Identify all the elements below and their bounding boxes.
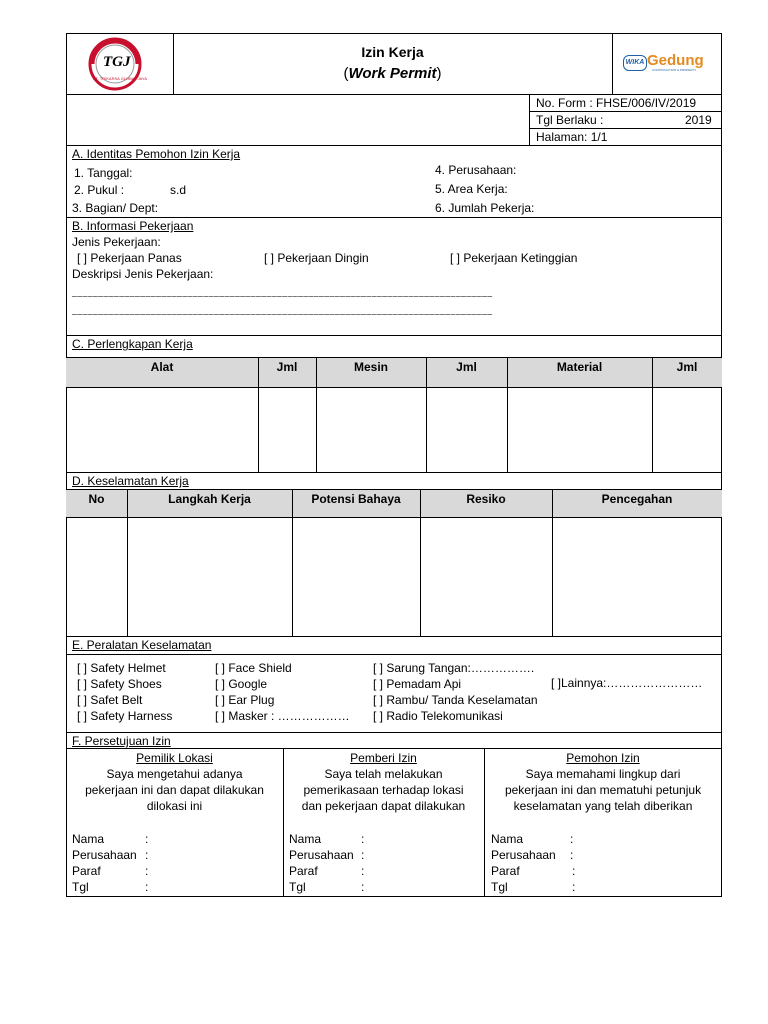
field-nama: Nama bbox=[72, 832, 105, 846]
section-b-title: B. Informasi Pekerjaan bbox=[72, 219, 194, 233]
divider bbox=[66, 357, 722, 358]
field-colon: : bbox=[145, 832, 149, 846]
divider bbox=[66, 94, 722, 95]
statement-line: pekerjaan ini dan mematuhi petunjuk bbox=[504, 783, 702, 797]
divider bbox=[258, 357, 259, 472]
section-f-title: F. Persetujuan Izin bbox=[72, 734, 171, 748]
pemberi-izin-heading: Pemberi Izin bbox=[350, 751, 417, 765]
gedung-logo-text: Gedung bbox=[647, 52, 704, 69]
divider bbox=[66, 472, 722, 473]
checkbox-rambu[interactable]: [ ] Rambu/ Tanda Keselamatan bbox=[373, 693, 538, 707]
divider bbox=[420, 489, 421, 636]
divider bbox=[127, 489, 128, 636]
col-langkah-kerja: Langkah Kerja bbox=[168, 492, 251, 506]
logo-ring-text: PT. TRIKARSA GLOBAL JAYA bbox=[93, 76, 148, 81]
col-no: No bbox=[88, 492, 105, 506]
jenis-label: Jenis Pekerjaan: bbox=[72, 235, 161, 249]
field-area: 5. Area Kerja: bbox=[435, 182, 508, 196]
pemilik-lokasi-heading: Pemilik Lokasi bbox=[136, 751, 213, 765]
checkbox-lainnya[interactable]: [ ]Lainnya:…………………… bbox=[551, 676, 703, 690]
gedung-logo-tag: CONSTRUCTION & PROPERTY bbox=[652, 68, 697, 72]
divider bbox=[316, 357, 317, 472]
deskripsi-line[interactable]: ________________________________________________________________________________ bbox=[72, 287, 493, 297]
field-colon: : bbox=[570, 832, 574, 846]
effective-date-value: 2019 bbox=[685, 113, 712, 127]
option-pekerjaan-ketinggian[interactable]: [ ] Pekerjaan Ketinggian bbox=[450, 251, 578, 265]
divider bbox=[507, 357, 508, 472]
col-jml: Jml bbox=[676, 360, 698, 374]
col-pencegahan: Pencegahan bbox=[601, 492, 673, 506]
field-colon: : bbox=[570, 848, 574, 862]
field-perusahaan: 4. Perusahaan: bbox=[435, 163, 517, 177]
divider bbox=[66, 517, 722, 518]
field-nama: Nama bbox=[491, 832, 524, 846]
divider bbox=[66, 335, 722, 336]
checkbox-radio[interactable]: [ ] Radio Telekomunikasi bbox=[373, 709, 503, 723]
field-nama: Nama bbox=[289, 832, 322, 846]
col-alat: Alat bbox=[150, 360, 174, 374]
divider bbox=[292, 489, 293, 636]
section-e-title: E. Peralatan Keselamatan bbox=[72, 638, 212, 652]
col-jml: Jml bbox=[276, 360, 298, 374]
divider bbox=[529, 111, 722, 112]
effective-date-label: Tgl Berlaku : bbox=[536, 113, 604, 127]
col-potensi-bahaya: Potensi Bahaya bbox=[311, 492, 401, 506]
field-tgl: Tgl bbox=[72, 880, 89, 894]
divider bbox=[66, 145, 722, 146]
statement-line: dilokasi ini bbox=[146, 799, 203, 813]
divider bbox=[529, 94, 530, 145]
field-sd: s.d bbox=[170, 183, 187, 197]
field-colon: : bbox=[361, 848, 365, 862]
form-number: No. Form : FHSE/006/IV/2019 bbox=[536, 96, 697, 110]
checkbox-safety-belt[interactable]: [ ] Safet Belt bbox=[77, 693, 143, 707]
checkbox-safety-shoes[interactable]: [ ] Safety Shoes bbox=[77, 677, 162, 691]
statement-line: dan pekerjaan dapat dilakukan bbox=[301, 799, 466, 813]
col-material: Material bbox=[556, 360, 603, 374]
statement-line: pemerikasaan terhadap lokasi bbox=[303, 783, 464, 797]
col-resiko: Resiko bbox=[466, 492, 506, 506]
checkbox-google[interactable]: [ ] Google bbox=[215, 677, 268, 691]
divider bbox=[173, 33, 174, 95]
field-colon: : bbox=[145, 864, 149, 878]
checkbox-safety-helmet[interactable]: [ ] Safety Helmet bbox=[77, 661, 166, 675]
field-jumlah: 6. Jumlah Pekerja: bbox=[435, 201, 535, 215]
option-pekerjaan-panas[interactable]: [ ] Pekerjaan Panas bbox=[77, 251, 182, 265]
checkbox-pemadam-api[interactable]: [ ] Pemadam Api bbox=[373, 677, 462, 691]
deskripsi-line[interactable]: ________________________________________________________________________________ bbox=[72, 305, 493, 315]
checkbox-masker[interactable]: [ ] Masker : ……………… bbox=[215, 709, 350, 723]
field-bagian: 3. Bagian/ Dept: bbox=[72, 201, 159, 215]
divider bbox=[66, 732, 722, 733]
pemohon-izin-heading: Pemohon Izin bbox=[566, 751, 640, 765]
field-tgl: Tgl bbox=[289, 880, 306, 894]
field-paraf: Paraf bbox=[72, 864, 101, 878]
field-colon: : bbox=[361, 832, 365, 846]
field-tanggal: 1. Tanggal: bbox=[74, 166, 133, 180]
field-colon: : bbox=[361, 864, 365, 878]
divider bbox=[552, 489, 553, 636]
divider bbox=[66, 748, 722, 749]
logo-text: TGJ bbox=[103, 54, 131, 70]
divider bbox=[66, 489, 722, 490]
checkbox-safety-harness[interactable]: [ ] Safety Harness bbox=[77, 709, 173, 723]
field-colon: : bbox=[145, 880, 149, 894]
field-colon: : bbox=[572, 864, 576, 878]
statement-line: Saya memahami lingkup dari bbox=[525, 767, 681, 781]
statement-line: keselamatan yang telah diberikan bbox=[513, 799, 693, 813]
section-c-title: C. Perlengkapan Kerja bbox=[72, 337, 193, 351]
divider bbox=[612, 33, 613, 95]
field-colon: : bbox=[145, 848, 149, 862]
field-paraf: Paraf bbox=[289, 864, 318, 878]
checkbox-ear-plug[interactable]: [ ] Ear Plug bbox=[215, 693, 275, 707]
statement-line: pekerjaan ini dan dapat dilakukan bbox=[85, 783, 264, 797]
col-jml: Jml bbox=[456, 360, 477, 374]
divider bbox=[66, 217, 722, 218]
field-colon: : bbox=[572, 880, 576, 894]
field-pukul: 2. Pukul : bbox=[74, 183, 125, 197]
field-perusahaan: Perusahaan bbox=[72, 848, 137, 862]
statement-line: Saya mengetahui adanya bbox=[106, 767, 243, 781]
checkbox-face-shield[interactable]: [ ] Face Shield bbox=[215, 661, 292, 675]
section-a-title: A. Identitas Pemohon Izin Kerja bbox=[72, 147, 241, 161]
divider bbox=[652, 357, 653, 472]
deskripsi-label: Deskripsi Jenis Pekerjaan: bbox=[72, 267, 214, 281]
page-subtitle: (Work Permit) bbox=[343, 65, 442, 82]
option-pekerjaan-dingin[interactable]: [ ] Pekerjaan Dingin bbox=[264, 251, 369, 265]
statement-line: Saya telah melakukan bbox=[324, 767, 443, 781]
page-number: Halaman: 1/1 bbox=[536, 130, 608, 144]
divider bbox=[426, 357, 427, 472]
field-perusahaan: Perusahaan bbox=[491, 848, 556, 862]
field-perusahaan: Perusahaan bbox=[289, 848, 354, 862]
section-d-title: D. Keselamatan Kerja bbox=[72, 474, 189, 488]
field-colon: : bbox=[361, 880, 365, 894]
col-mesin: Mesin bbox=[353, 360, 388, 374]
wika-logo-icon: WIKA bbox=[623, 55, 647, 71]
field-paraf: Paraf bbox=[491, 864, 520, 878]
divider bbox=[66, 387, 722, 388]
divider bbox=[66, 654, 722, 655]
page-title: Izin Kerja bbox=[361, 44, 424, 60]
divider bbox=[529, 128, 722, 129]
divider bbox=[66, 636, 722, 637]
field-tgl: Tgl bbox=[491, 880, 508, 894]
checkbox-sarung-tangan[interactable]: [ ] Sarung Tangan:……………. bbox=[373, 661, 535, 675]
